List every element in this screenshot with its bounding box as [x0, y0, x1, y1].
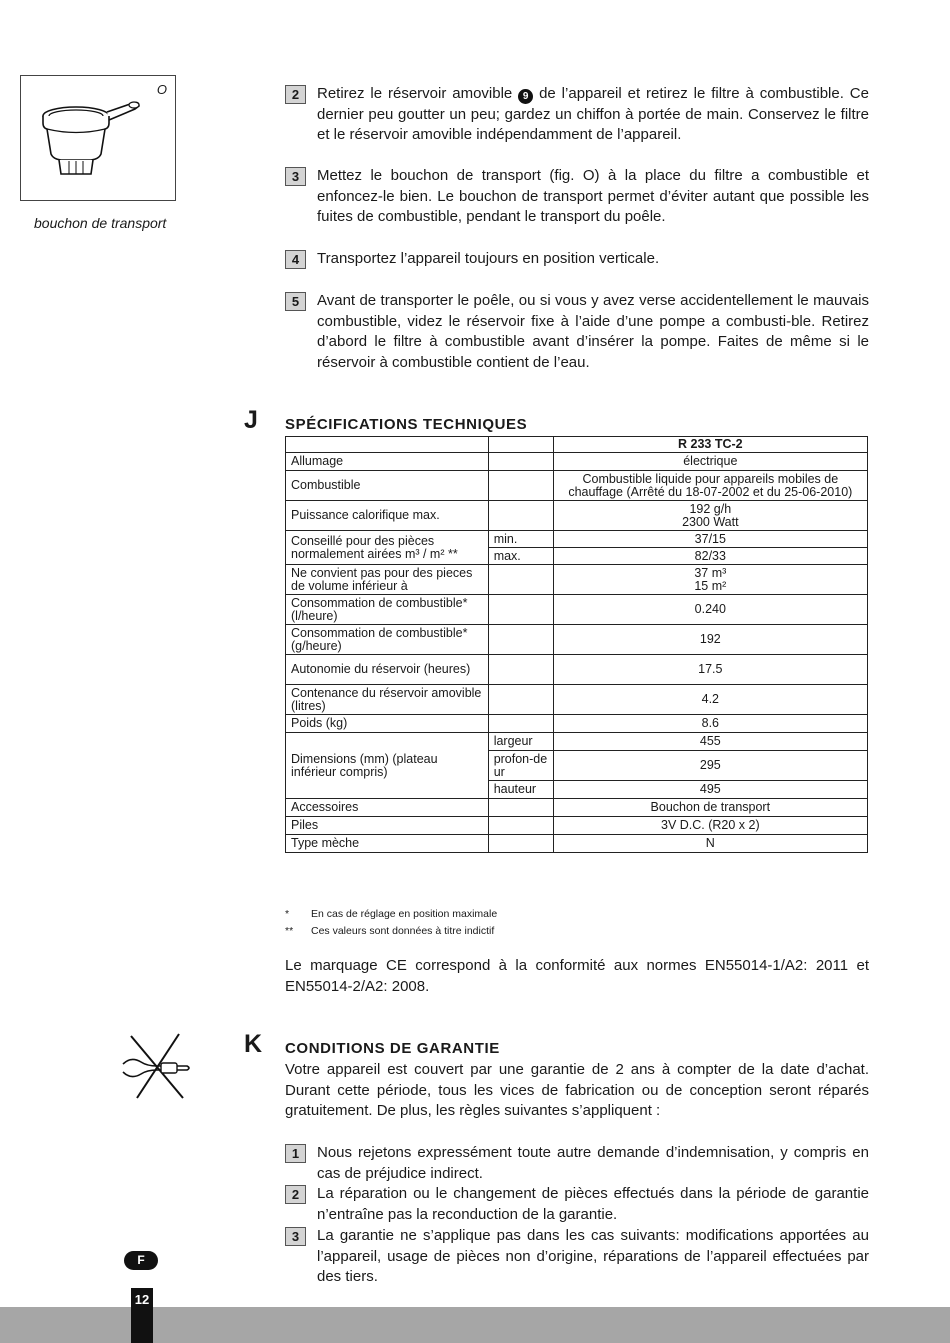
warranty-item-2 [285, 1184, 869, 1225]
step-3 [285, 166, 869, 228]
step-4 [285, 249, 869, 270]
section-title-specs: SPÉCIFICATIONS TECHNIQUES [285, 416, 528, 433]
model-header: R 233 TC-2 [553, 437, 867, 453]
step-number: 3 [285, 167, 306, 186]
table-row: Autonomie du réservoir (heures) 17.5 [286, 655, 868, 685]
part-reference-badge: 9 [518, 89, 533, 104]
table-row: Allumage électrique [286, 453, 868, 471]
step-2 [285, 84, 869, 146]
item-text: Nous rejetons expressément toute autre demande d’indemnisation, y compris en cas de préjudice indirect. [317, 1144, 869, 1182]
transport-cap-illustration [21, 76, 175, 200]
step-number: 2 [285, 85, 306, 104]
section-letter-k: K [244, 1030, 263, 1058]
step-text: Retirez le réservoir amovible 9 de l’appareil et retirez le filtre à combustible. Ce dernier peu goutter un peu; gardez un chiffon à portée de main. Conservez le filtre et le réservoir amovible indépendamment de l’appareil. [317, 85, 869, 144]
table-row: Consommation de combustible* (g/heure) 192 [286, 625, 868, 655]
table-row: max. 82/33 [286, 548, 868, 565]
table-row: hauteur 495 [286, 781, 868, 799]
section-letter-j: J [244, 406, 258, 434]
table-row: Poids (kg) 8.6 [286, 715, 868, 733]
section-title-warranty: CONDITIONS DE GARANTIE [285, 1040, 500, 1057]
step-5 [285, 291, 869, 374]
table-row: Conseillé pour des pièces normalement airées m³ / m² ** min. 37/15 [286, 531, 868, 548]
warranty-intro: Votre appareil est couvert par une garantie de 2 ans à compter de la date d’achat. Durant cette période, tous les vices de fabrication ou de conception seront réparés gratuitement. De plus, les règles suivantes s’appliquent : [285, 1061, 869, 1120]
specifications-table [285, 436, 868, 853]
table-row: Dimensions (mm) (plateau inférieur compris) largeur 455 [286, 733, 868, 751]
footnote: ** Ces valeurs sont données à titre indictif [285, 925, 495, 937]
table-row: Consommation de combustible* (l/heure) 0.240 [286, 595, 868, 625]
step-text: Mettez le bouchon de transport (fig. O) à la place du filtre a combustible et enfoncez-le bien. Le bouchon de transport permet d’éviter autant que possible les fuites de combustible, pendant le transport du poêle. [317, 167, 869, 226]
table-row: Combustible Combustible liquide pour appareils mobiles de chauffage (Arrêté du 18-07-2002 et du 25-06-2010) [286, 471, 868, 501]
step-number: 4 [285, 250, 306, 269]
step-text: Avant de transporter le poêle, ou si vous y avez verse accidentellement le mauvais combustible, videz le réservoir fixe à l’aide d’une pompe a combusti-ble. Retirez d’abord le filtre à combustible avant d’insérer la pompe. Faites de même si le réservoir à combustible contient de l’eau. [317, 292, 869, 372]
table-row: Type mèche N [286, 835, 868, 853]
figure-transport-cap [20, 75, 176, 201]
language-badge: F [124, 1251, 158, 1270]
table-row: Ne convient pas pour des pieces de volume inférieur à 37 m³ 15 m² [286, 565, 868, 595]
item-text: La garantie ne s’applique pas dans les cas suivants: modifications apportées au l’appareil, usage de pièces non d’origine, réparations de l’appareil effectuées par des tiers. [317, 1227, 869, 1286]
item-text: La réparation ou le changement de pièces effectués dans la période de garantie n’entraîne pas la reconduction de la garantie. [317, 1185, 869, 1223]
warranty-item-1 [285, 1143, 869, 1184]
no-tools-icon [117, 1028, 197, 1108]
item-number: 1 [285, 1144, 306, 1163]
table-row [286, 437, 868, 453]
ce-marking-text: Le marquage CE correspond à la conformité aux normes EN55014-1/A2: 2011 et EN55014-2/A2: 2008. [285, 957, 869, 995]
table-row: Piles 3V D.C. (R20 x 2) [286, 817, 868, 835]
figure-letter: O [156, 82, 167, 97]
item-number: 3 [285, 1227, 306, 1246]
item-number: 2 [285, 1185, 306, 1204]
table-row: Puissance calorifique max. 192 g/h 2300 Watt [286, 501, 868, 531]
page-number: 12 [131, 1288, 153, 1343]
table-row: Accessoires Bouchon de transport [286, 799, 868, 817]
table-row: Contenance du réservoir amovible (litres) 4.2 [286, 685, 868, 715]
step-number: 5 [285, 292, 306, 311]
footnote: * En cas de réglage en position maximale [285, 908, 498, 920]
table-row: profon-deur 295 [286, 751, 868, 781]
step-text: Transportez l’appareil toujours en position verticale. [317, 250, 660, 267]
warranty-item-3 [285, 1226, 869, 1288]
figure-caption: bouchon de transport [34, 215, 167, 231]
